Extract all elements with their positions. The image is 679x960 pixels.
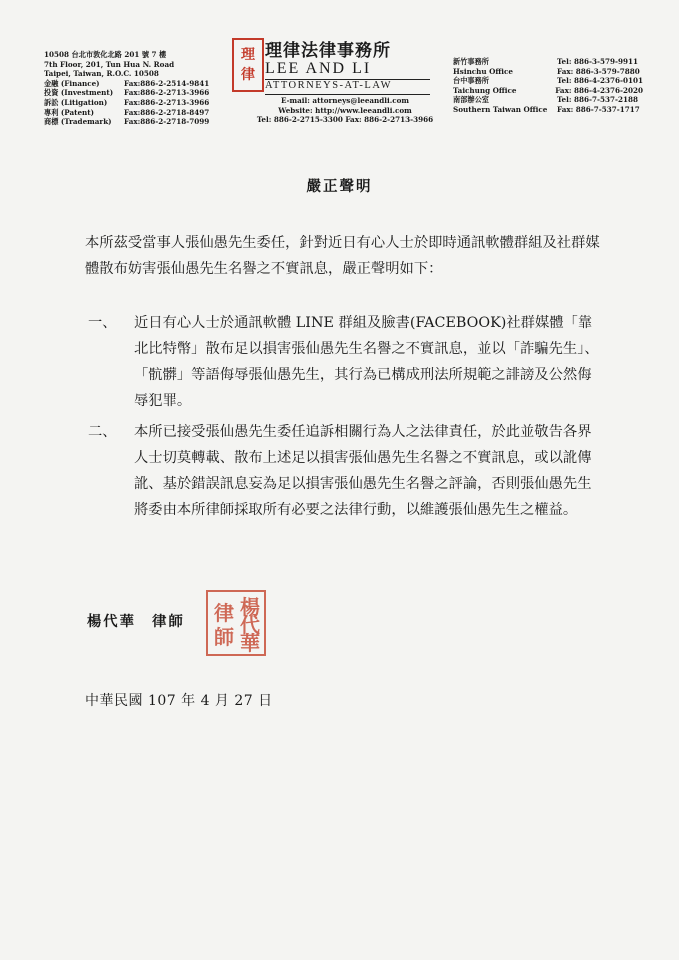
firm-name-english: LEE AND LI xyxy=(265,60,372,77)
intro-paragraph: 本所茲受當事人張仙愚先生委任，針對近日有心人士於即時通訊軟體群組及社群媒體散布妨害張仙愚先生名譽之不實訊息，嚴正聲明如下： xyxy=(85,235,600,277)
department-fax: Fax:886-2-2718-7099 xyxy=(124,117,210,127)
office-fax: Fax: 886-3-579-7880 xyxy=(557,66,640,76)
address-line: Taipei, Taiwan, R.O.C. 10508 xyxy=(44,69,159,79)
item-text: 近日有心人士於通訊軟體 LINE 群組及臉書(FACEBOOK)社群媒體「靠北比特幣」散布足以損害張仙愚先生名譽之不實訊息，並以「詐騙先生」、「骯髒」等語侮辱張仙愚先生，其行為已構成刑法所規範之誹謗及公然侮辱犯罪。 xyxy=(134,315,599,409)
statement-item xyxy=(88,419,608,523)
attorney-seal-stamp xyxy=(206,590,266,656)
seal-char: 師 xyxy=(214,625,234,649)
department-label: 金融 (Finance) xyxy=(44,78,100,88)
seal-char: 律 xyxy=(214,601,234,625)
item-text: 本所已接受張仙愚先生委任追訴相關行為人之法律責任，於此並敬告各界人士切莫轉載、散布上述足以損害張仙愚先生名譽之不實訊息，或以訛傳訛、基於錯誤訊息妄為足以損害張仙愚先生名譽之評論，否則張仙愚先生將委由本所律師採取所有必要之法律行動，以維護張仙愚先生之權益。 xyxy=(134,424,592,518)
firm-divider xyxy=(265,94,430,95)
department-row xyxy=(44,88,229,98)
office-row xyxy=(453,86,643,96)
firm-subtitle: ATTORNEYS-AT-LAW xyxy=(265,80,392,91)
department-row xyxy=(44,108,229,118)
office-row xyxy=(453,67,643,77)
statement-item xyxy=(88,310,608,414)
office-tel: Tel: 886-4-2376-0101 xyxy=(557,76,643,86)
department-fax: Fax:886-2-2713-3966 xyxy=(124,97,210,107)
office-name: 新竹事務所 xyxy=(453,57,489,66)
item-number: 二、 xyxy=(88,424,117,440)
letterhead-address-block xyxy=(44,50,229,127)
office-name: Southern Taiwan Office xyxy=(453,104,548,114)
department-row xyxy=(44,79,229,89)
department-fax: Fax:886-2-2718-8497 xyxy=(124,107,210,117)
department-fax: Fax:886-2-2514-9841 xyxy=(124,78,210,88)
office-name: Taichung Office xyxy=(453,85,517,95)
statement-title: 嚴正聲明 xyxy=(306,178,373,195)
seal-char: 代 xyxy=(240,613,260,637)
firm-email: E-mail: attorneys@leeandli.com xyxy=(280,96,410,105)
seal-char: 楊 xyxy=(240,595,260,619)
firm-website: Website: http://www.leeandli.com xyxy=(278,105,412,115)
firm-name-chinese: 理律法律事務所 xyxy=(265,41,391,61)
address-line: 7th Floor, 201, Tun Hua N. Road xyxy=(44,59,175,69)
firm-logo xyxy=(232,38,264,92)
office-row xyxy=(453,57,643,67)
office-name: 台中事務所 xyxy=(453,76,489,86)
office-row xyxy=(453,105,643,115)
office-name: Hsinchu Office xyxy=(453,66,513,76)
statement-date: 中華民國 107 年 4 月 27 日 xyxy=(85,693,273,709)
department-label: 投資 (Investment) xyxy=(44,88,114,98)
department-label: 商標 (Trademark) xyxy=(44,117,112,127)
logo-char: 律 xyxy=(241,67,255,83)
department-row xyxy=(44,117,229,127)
office-tel: Tel: 886-3-579-9911 xyxy=(557,57,638,66)
office-row xyxy=(453,76,643,86)
office-tel: Tel: 886-7-537-2188 xyxy=(557,95,638,105)
signer-name: 楊代華 律師 xyxy=(87,614,185,630)
department-fax: Fax:886-2-2713-3966 xyxy=(124,88,210,98)
seal-char: 華 xyxy=(240,631,260,655)
firm-tel-fax: Tel: 886-2-2715-3300 Fax: 886-2-2713-3966 xyxy=(256,115,434,125)
department-row xyxy=(44,98,229,108)
logo-char: 理 xyxy=(241,47,255,63)
office-row xyxy=(453,95,643,105)
letterhead-offices-block xyxy=(453,57,643,115)
department-label: 專利 (Patent) xyxy=(44,107,94,117)
office-fax: Fax: 886-4-2376-2020 xyxy=(555,85,643,95)
address-line: 10508 台北市敦化北路 201 號 7 樓 xyxy=(44,50,167,59)
office-fax: Fax: 886-7-537-1717 xyxy=(557,104,640,114)
office-name: 南部辦公室 xyxy=(453,95,489,105)
item-number: 一、 xyxy=(88,315,117,331)
firm-contact-block xyxy=(245,96,445,125)
department-label: 訴訟 (Litigation) xyxy=(44,97,108,107)
